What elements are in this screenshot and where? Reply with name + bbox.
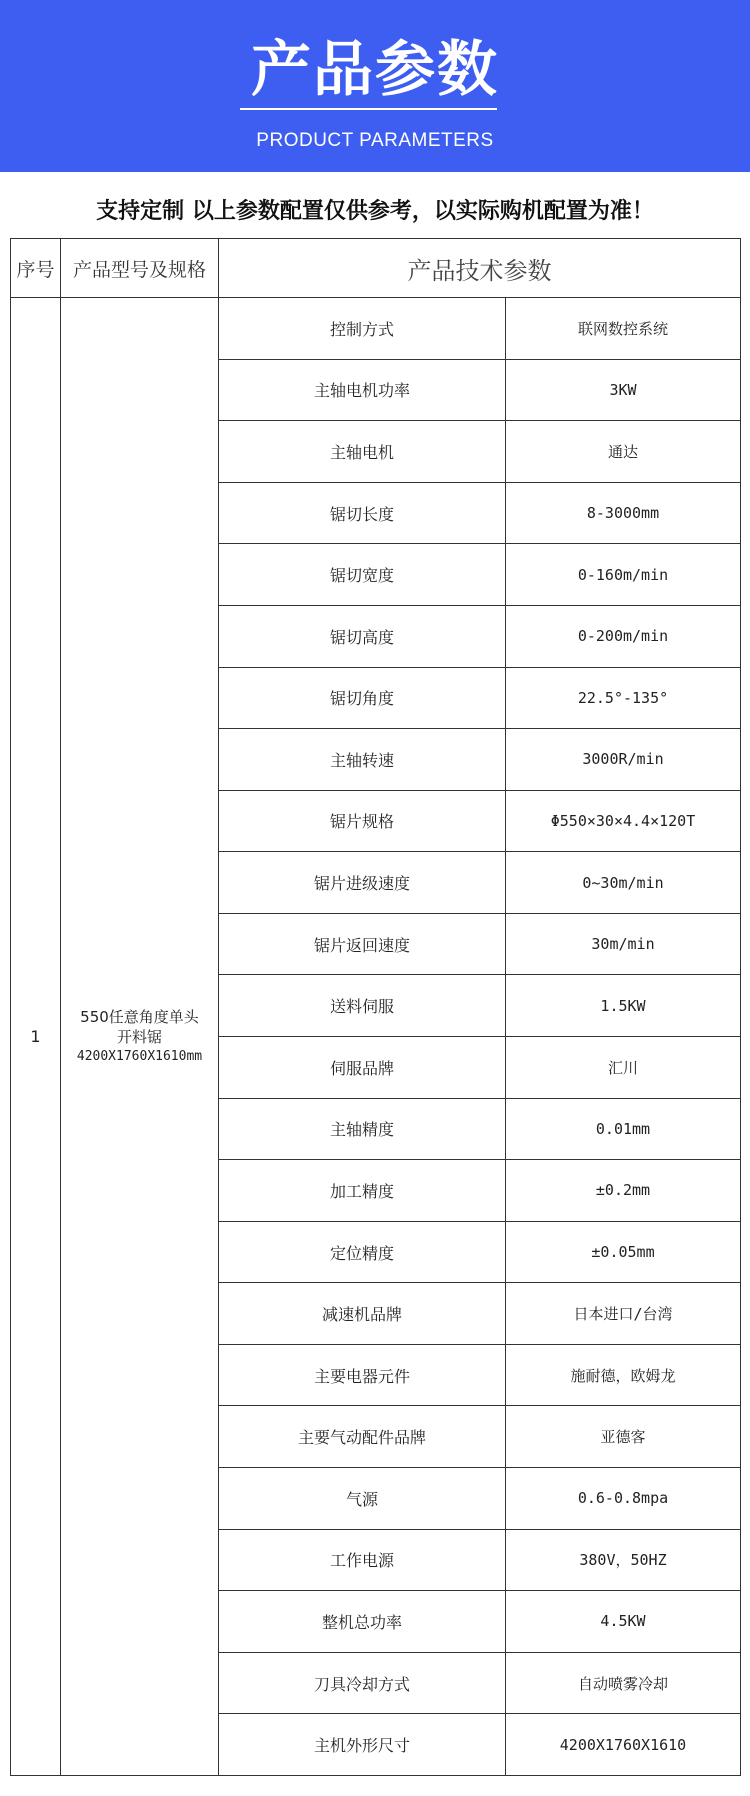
param-value: 自动喷雾冷却 [506, 1652, 741, 1714]
model-cell [61, 298, 219, 1776]
param-name: 主机外形尺寸 [219, 1714, 506, 1776]
param-value: 8-3000mm [506, 482, 741, 544]
model-line: 4200X1760X1610mm [76, 1048, 203, 1064]
param-name: 主要气动配件品牌 [219, 1406, 506, 1468]
header-banner [0, 0, 750, 172]
param-name: 主轴电机功率 [219, 359, 506, 421]
param-name: 控制方式 [219, 298, 506, 360]
param-value: 亚德客 [506, 1406, 741, 1468]
param-name: 主轴电机 [219, 421, 506, 483]
param-name: 锯片规格 [219, 790, 506, 852]
param-value: 通达 [506, 421, 741, 483]
spec-table [10, 238, 741, 1776]
param-value: 日本进口/台湾 [506, 1283, 741, 1345]
param-value: 0.6-0.8mpa [506, 1468, 741, 1530]
param-value: 4.5KW [506, 1591, 741, 1653]
param-name: 主轴精度 [219, 1098, 506, 1160]
table-header-row [11, 239, 741, 298]
header-seq: 序号 [11, 239, 61, 298]
param-value: 0-200m/min [506, 605, 741, 667]
param-name: 送料伺服 [219, 975, 506, 1037]
param-value: ±0.2mm [506, 1160, 741, 1222]
param-name: 主要电器元件 [219, 1344, 506, 1406]
param-name: 锯切长度 [219, 482, 506, 544]
param-value: 1.5KW [506, 975, 741, 1037]
param-value: 4200X1760X1610 [506, 1714, 741, 1776]
model-line: 550任意角度单头 [80, 1007, 199, 1026]
param-name: 刀具冷却方式 [219, 1652, 506, 1714]
param-name: 减速机品牌 [219, 1283, 506, 1345]
param-name: 伺服品牌 [219, 1037, 506, 1099]
param-value: 380V，50HZ [506, 1529, 741, 1591]
param-value: 施耐德，欧姆龙 [506, 1344, 741, 1406]
table-row [11, 298, 741, 360]
seq-cell: 1 [11, 298, 61, 1776]
param-name: 气源 [219, 1468, 506, 1530]
param-name: 锯切宽度 [219, 544, 506, 606]
param-name: 工作电源 [219, 1529, 506, 1591]
param-name: 锯片进级速度 [219, 852, 506, 914]
param-name: 锯切角度 [219, 667, 506, 729]
param-value: 22.5°-135° [506, 667, 741, 729]
param-value: 联网数控系统 [506, 298, 741, 360]
param-value: 0-160m/min [506, 544, 741, 606]
param-value: ±0.05mm [506, 1221, 741, 1283]
param-value: Φ550×30×4.4×120T [506, 790, 741, 852]
model-line: 开料锯 [116, 1027, 162, 1046]
param-name: 主轴转速 [219, 729, 506, 791]
param-value: 3KW [506, 359, 741, 421]
header-model: 产品型号及规格 [61, 239, 219, 298]
param-name: 加工精度 [219, 1160, 506, 1222]
param-name: 锯片返回速度 [219, 913, 506, 975]
param-name: 整机总功率 [219, 1591, 506, 1653]
param-value: 3000R/min [506, 729, 741, 791]
header-params: 产品技术参数 [219, 239, 741, 298]
customization-notice: 支持定制 以上参数配置仅供参考，以实际购机配置为准！ [96, 199, 654, 224]
page-subtitle: PRODUCT PARAMETERS [256, 130, 494, 151]
param-value: 汇川 [506, 1037, 741, 1099]
param-name: 锯切高度 [219, 605, 506, 667]
param-value: 0~30m/min [506, 852, 741, 914]
page-title: 产品参数 [251, 35, 499, 105]
param-value: 30m/min [506, 913, 741, 975]
title-divider [240, 108, 497, 110]
param-value: 0.01mm [506, 1098, 741, 1160]
param-name: 定位精度 [219, 1221, 506, 1283]
